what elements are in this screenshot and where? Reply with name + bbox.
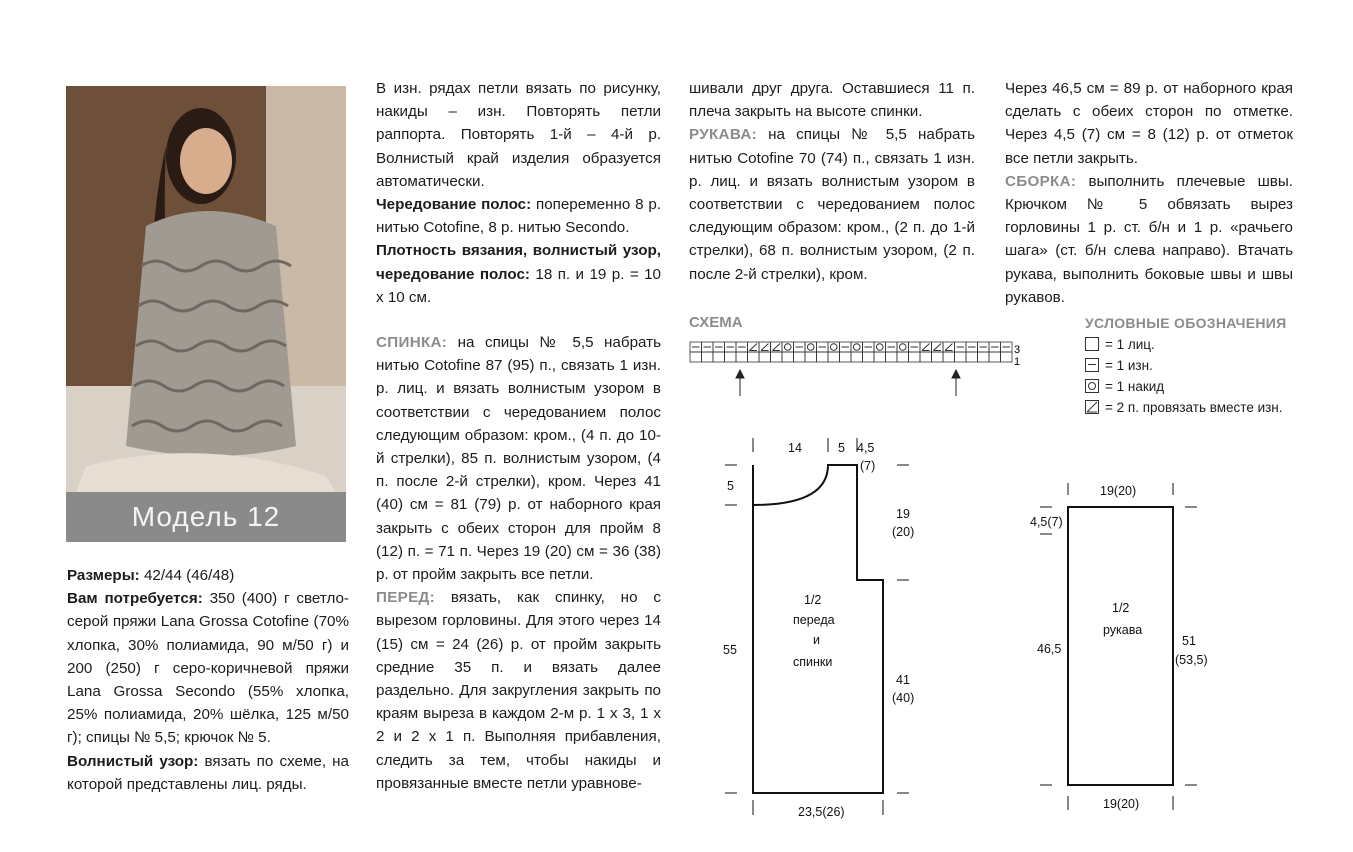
sizes-paragraph xyxy=(67,564,349,587)
density-paragraph xyxy=(376,239,661,309)
chart-cell xyxy=(817,352,829,362)
yarnover-mark xyxy=(853,344,860,351)
stripes-paragraph xyxy=(376,193,661,239)
dim-neck-depth: 5 xyxy=(727,479,734,493)
stripes-label: Чередование полос: xyxy=(376,196,532,214)
assembly-label: СБОРКА: xyxy=(1005,172,1077,190)
dim-side: 41 xyxy=(896,673,910,687)
front-label: ПЕРЕД: xyxy=(376,589,435,607)
legend-title: УСЛОВНЫЕ ОБОЗНАЧЕНИЯ xyxy=(1085,315,1287,331)
wave-pattern-paragraph xyxy=(67,750,349,796)
front-continued: шивали друг друга. Оставшиеся 11 п. плеча закрыть на высоте спинки. xyxy=(689,80,975,121)
yarnover-mark xyxy=(807,344,814,351)
yarnover-mark xyxy=(830,344,837,351)
chart-cell xyxy=(874,352,886,362)
assembly-paragraph xyxy=(1005,170,1293,309)
chart-cell xyxy=(863,352,875,362)
chart-cell xyxy=(782,352,794,362)
legend-text: = 2 п. провязать вместе изн. xyxy=(1105,400,1283,415)
slash-box-icon xyxy=(1085,400,1099,414)
chart-cell xyxy=(759,352,771,362)
chart-cell xyxy=(702,352,714,362)
body-label-1: 1/2 xyxy=(804,593,822,607)
chart-cell xyxy=(840,352,852,362)
sleeves-continued: Через 46,5 см = 89 р. от наборного края сделать с обеих сторон по отметке. Через 4,5 (7) см = 8 (12) р. от отметок все петли закрыть. xyxy=(1005,80,1293,167)
decrease-mark xyxy=(773,344,781,351)
legend-item-decrease xyxy=(1085,397,1287,418)
body-diagram xyxy=(700,430,940,830)
legend-item-purl xyxy=(1085,355,1287,376)
decrease-mark xyxy=(945,344,953,351)
back-paragraph xyxy=(376,331,661,586)
chart-cell xyxy=(886,352,898,362)
chart-cell xyxy=(989,352,1001,362)
body-label-4: спинки xyxy=(793,655,833,669)
chart-cell xyxy=(736,352,748,362)
sizes-text: 42/44 (46/48) xyxy=(139,567,235,584)
column-4 xyxy=(1005,77,1293,309)
dim-sleeve-top: 19(20) xyxy=(1100,484,1137,498)
chart-cell xyxy=(1001,352,1013,362)
decrease-mark xyxy=(922,344,930,351)
chart-cell xyxy=(828,352,840,362)
chart-cell xyxy=(748,352,760,362)
chart-cell xyxy=(920,352,932,362)
pattern-instructions: В изн. рядах петли вязать по рисунку, накиды – изн. Повторять петли раппорта. Повторять 1-й – 4-й р. Волнистый край изделия образуется автоматически. xyxy=(376,80,661,190)
sleeves-text: на спицы № 5,5 набрать нитью Cotofine 70 (74) п., связать 1 изн. р. лиц. и вязать волнистым узором в соответствии с чередованием полос следующим образом: кром., (2 п. до 1-й стрелки), 68 п. волнистым узором, (2 п. после 2-й стрелки), кром. xyxy=(689,126,975,283)
dim-armhole-alt: (20) xyxy=(892,525,915,539)
front-paragraph xyxy=(376,586,661,795)
density-text: 18 п. и 19 р. = 10 х 10 см. xyxy=(376,265,662,306)
model-illustration xyxy=(66,86,346,542)
stitch-chart xyxy=(688,338,1028,400)
sizes-label: Размеры: xyxy=(67,567,140,584)
model-caption: Модель 12 xyxy=(66,492,346,542)
legend-item-yarnover xyxy=(1085,376,1287,397)
materials-label: Вам потребуется: xyxy=(67,590,203,608)
chart-cell xyxy=(943,352,955,362)
sleeve-label-2: рукава xyxy=(1103,623,1143,637)
chart-cell xyxy=(932,352,944,362)
back-label: СПИНКА: xyxy=(376,334,448,352)
legend-text: = 1 изн. xyxy=(1105,358,1153,373)
sleeves-paragraph xyxy=(689,123,975,285)
chart-cell xyxy=(955,352,967,362)
chart-cell xyxy=(897,352,909,362)
chart-cell xyxy=(978,352,990,362)
materials-paragraph xyxy=(67,587,349,749)
yarnover-mark xyxy=(899,344,906,351)
dim-total-height: 55 xyxy=(723,643,737,657)
chart-cell xyxy=(794,352,806,362)
legend-text: = 1 лиц. xyxy=(1105,337,1155,352)
sleeves-label: РУКАВА: xyxy=(689,126,757,144)
dim-sleeve-cap: 4,5(7) xyxy=(1030,515,1063,529)
wave-pattern-text: вязать по схеме, на которой представлены лиц. ряды. xyxy=(67,752,349,793)
chart-cell xyxy=(713,352,725,362)
chart-grid xyxy=(690,342,1012,362)
back-text: на спицы № 5,5 набрать нитью Cotofine 87 (95) п., связать 1 изн. р. лиц. и вязать волнистым узором в соответствии с чередованием полос следующим образом: кром., (4 п. до 10-й стрелки), 85 п. волнистым узором, (4 п. после 2-й стрелки), кром. Через 41 (40) см = 81 (79) р. от наборного края закрыть с обеих сторон для пройм 8 (12) п. = 71 п. Через 19 (20) см = 36 (38) р. от пройм закрыть все петли. xyxy=(376,334,661,584)
materials-text: 350 (400) г светло-серой пряжи Lana Grossa Cotofine (70% хлопка, 30% полиамида, 90 м/50 г) и 200 (250) г серо-коричневой пряжи Lana Grossa Secondo (55% хлопка, 25% полиамида, 20% шёлка, 125 м/50 г); спицы № 5,5; крючок № 5. xyxy=(67,590,349,747)
dim-shoulder-width: 4,5 xyxy=(857,441,875,455)
arrow-right-icon xyxy=(952,370,960,396)
body-label-2: переда xyxy=(793,613,835,627)
legend-item-knit xyxy=(1085,334,1287,355)
sleeve-diagram xyxy=(1025,478,1265,828)
yarnover-mark xyxy=(876,344,883,351)
sleeve-label-1: 1/2 xyxy=(1112,601,1130,615)
dim-sleeve-length: 46,5 xyxy=(1037,642,1062,656)
scheme-title: СХЕМА xyxy=(689,314,743,331)
chart-cell xyxy=(725,352,737,362)
dim-sleeve-bottom: 19(20) xyxy=(1103,797,1140,811)
assembly-text: выполнить плечевые швы. Крючком № 5 обвязать вырез горловины 1 р. ст. б/н и 1 р. «рачьего шага» (ст. б/н слева направо). Втачать рукава, выполнить боковые швы и швы рукавов. xyxy=(1005,172,1293,306)
legend xyxy=(1085,315,1287,418)
decrease-mark xyxy=(934,344,942,351)
chart-cell xyxy=(771,352,783,362)
dim-shoulder: 5 xyxy=(838,441,845,455)
model-photo xyxy=(66,86,346,542)
dim-armhole: 19 xyxy=(896,507,910,521)
row-number-top: 3 xyxy=(1014,344,1021,356)
dim-shoulder-width-alt: (7) xyxy=(860,459,876,473)
chart-cell xyxy=(851,352,863,362)
body-label-3: и xyxy=(813,633,820,647)
legend-text: = 1 накид xyxy=(1105,379,1165,394)
dash-box-icon xyxy=(1085,358,1099,372)
stripes-text: попеременно 8 р. нитью Cotofine, 8 р. нитью Secondo. xyxy=(376,196,661,237)
decrease-mark xyxy=(750,344,758,351)
yarnover-mark xyxy=(784,344,791,351)
wave-pattern-label: Волнистый узор: xyxy=(67,752,199,770)
empty-box-icon xyxy=(1085,337,1099,351)
dim-sleeve-total-alt: (53,5) xyxy=(1175,653,1208,667)
column-2 xyxy=(376,77,661,795)
row-number-bottom: 1 xyxy=(1014,356,1021,368)
dim-sleeve-total: 51 xyxy=(1182,634,1196,648)
dim-neck-width: 14 xyxy=(788,441,802,455)
chart-cell xyxy=(966,352,978,362)
chart-cell xyxy=(909,352,921,362)
front-text: вязать, как спинку, но с вырезом горловины. Для этого через 14 (15) см = 24 (26) р. от пройм закрыть средние 35 п. и вязать далее раздельно. Для закругления закрыть по краям выреза в каждом 2-м р. 1 х 3, 1 х 2 и 2 х 1 п. Выполняя прибавления, следить за тем, чтобы накиды и провязанные вместе петли уравнове- xyxy=(376,589,661,792)
chart-cell xyxy=(690,352,702,362)
dim-bottom-width: 23,5(26) xyxy=(798,805,845,819)
arrow-left-icon xyxy=(736,370,744,396)
decrease-mark xyxy=(761,344,769,351)
dim-side-alt: (40) xyxy=(892,691,915,705)
circle-box-icon xyxy=(1085,379,1099,393)
density-label: Плотность вязания, волнистый узор, чередование полос: xyxy=(376,242,661,283)
column-3 xyxy=(689,77,975,286)
column-1 xyxy=(67,564,349,796)
chart-cell xyxy=(805,352,817,362)
